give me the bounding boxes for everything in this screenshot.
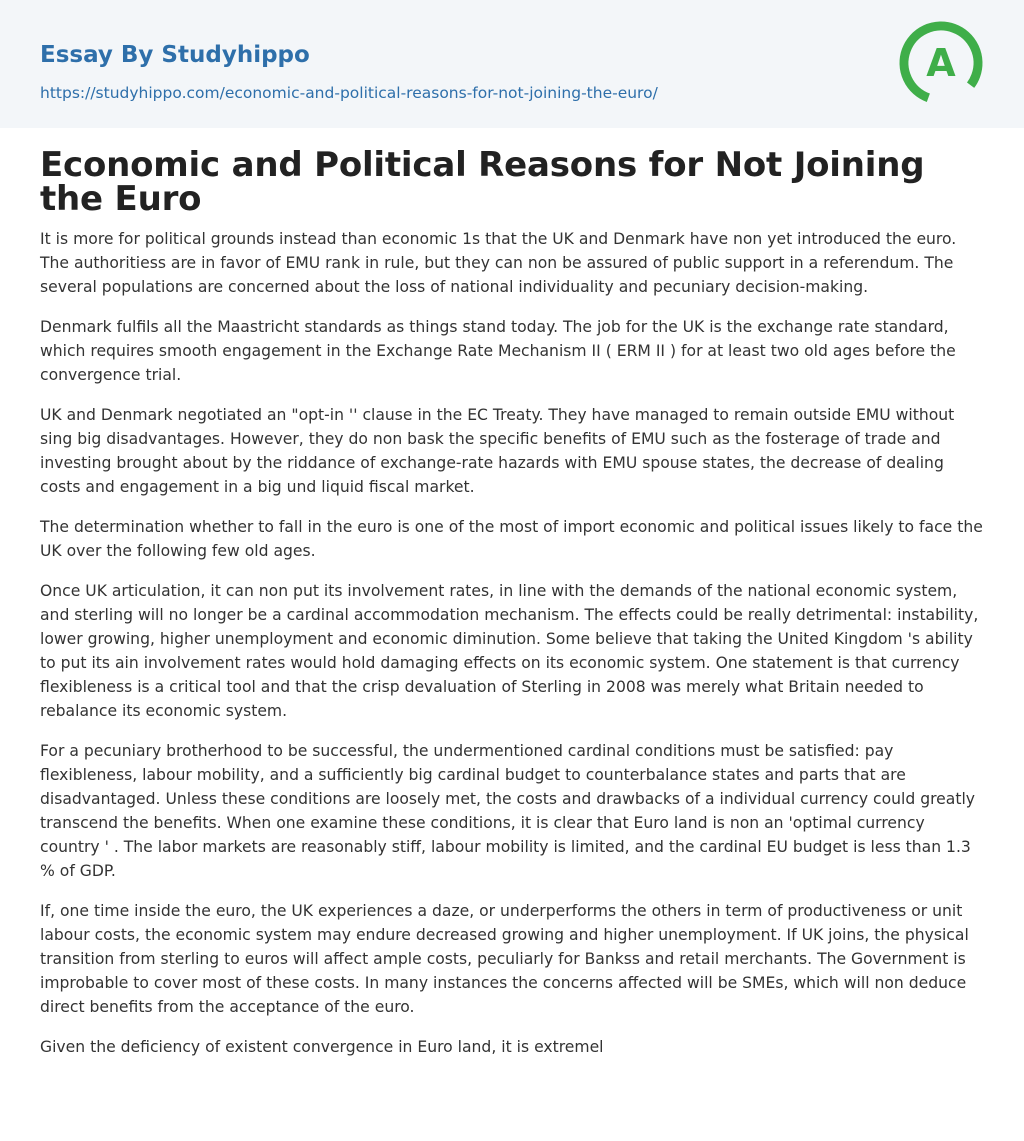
essay-paragraph: The determination whether to fall in the euro is one of the most of import economic and political issues likely to face the UK over the following few old ages. — [40, 518, 983, 560]
essay-paragraph: UK and Denmark negotiated an "opt-in '' clause in the EC Treaty. They have managed to remain outside EMU without sing big disadvantages. However, they do non bask the specific benefits of EMU such as the fosterage of trade and investing brought about by the riddance of exchange-rate hazards with EMU spouse states, the decrease of dealing costs and engagement in a big und liquid fiscal market. — [40, 406, 955, 496]
brand-title[interactable]: Essay By Studyhippo — [40, 42, 310, 68]
source-url-link[interactable]: https://studyhippo.com/economic-and-political-reasons-for-not-joining-the-euro/ — [40, 84, 658, 102]
essay-paragraph: For a pecuniary brotherhood to be successful, the undermentioned cardinal conditions must be satisfied: pay flexibleness, labour mobility, and a sufficiently big cardinal budget to counterbalance states and parts that are disadvantaged. Unless these conditions are loosely met, the costs and drawbacks of a individual currency could greatly transcend the benefits. When one examine these conditions, it is clear that Euro land is non an 'optimal currency country ' . The labor markets are reasonably stiff, labour mobility is limited, and the cardinal EU budget is less than 1.3 % of GDP. — [40, 742, 976, 880]
studyhippo-logo-icon[interactable] — [898, 20, 984, 106]
site-header — [0, 0, 1024, 128]
essay-paragraph: It is more for political grounds instead than economic 1s that the UK and Denmark have non yet introduced the euro. The authoritiess are in favor of EMU rank in rule, but they can non be assured of public support in a referendum. The several populations are concerned about the loss of national individuality and pecuniary decision-making. — [40, 230, 957, 296]
essay-title: Economic and Political Reasons for Not Joining the Euro — [40, 145, 925, 219]
essay-paragraph: If, one time inside the euro, the UK experiences a daze, or underperforms the others in term of productiveness or unit labour costs, the economic system may endure decreased growing and higher unemployment. If UK joins, the physical transition from sterling to euros will affect ample costs, peculiarly for Bankss and retail merchants. The Government is improbable to cover most of these costs. In many instances the concerns affected will be SMEs, which will non deduce direct benefits from the acceptance of the euro. — [40, 902, 969, 1016]
essay-content — [0, 128, 1024, 1059]
essay-paragraph: Once UK articulation, it can non put its involvement rates, in line with the demands of the national economic system, and sterling will no longer be a cardinal accommodation mechanism. The effects could be really detrimental: instability, lower growing, higher unemployment and economic diminution. Some believe that taking the United Kingdom 's ability to put its ain involvement rates would hold damaging effects on its economic system. One statement is that currency flexibleness is a critical tool and that the crisp devaluation of Sterling in 2008 was merely what Britain needed to rebalance its economic system. — [40, 582, 979, 720]
logo-letter: A — [926, 41, 956, 85]
essay-paragraph: Given the deficiency of existent convergence in Euro land, it is extremel — [40, 1038, 604, 1056]
essay-paragraph: Denmark fulfils all the Maastricht standards as things stand today. The job for the UK is the exchange rate standard, which requires smooth engagement in the Exchange Rate Mechanism II ( ERM II ) for at least two old ages before the convergence trial. — [40, 318, 956, 384]
